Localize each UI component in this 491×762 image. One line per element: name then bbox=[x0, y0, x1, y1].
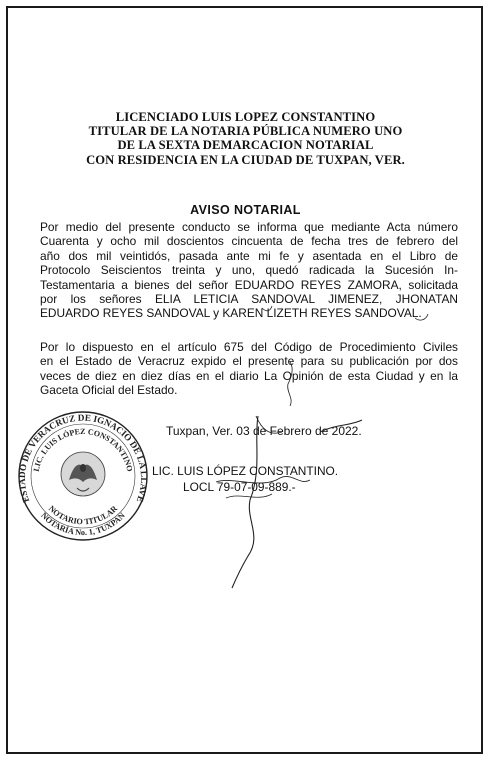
header-line-4: CON RESIDENCIA EN LA CIUDAD DE TUXPAN, VER. bbox=[86, 152, 405, 167]
notary-header bbox=[0, 110, 491, 167]
seal-middle-text: LIC. LUIS LÓPEZ CONSTANTINO bbox=[31, 426, 135, 473]
signer-name: LIC. LUIS LÓPEZ CONSTANTINO. bbox=[152, 464, 339, 478]
signature-block bbox=[152, 463, 338, 496]
seal-inner-line-1: NOTARIO TITULAR bbox=[46, 504, 120, 527]
seal-outer-text: ESTADO DE VERACRUZ DE IGNACIO DE LA LLAVE bbox=[17, 412, 149, 504]
eagle-emblem-icon bbox=[61, 452, 105, 496]
header-line-1: LICENCIADO LUIS LOPEZ CONSTANTINO bbox=[115, 110, 376, 124]
paragraph-1-line: Testamentaria a bienes del señor EDUARDO REYES ZAMORA, solicitada bbox=[40, 277, 458, 292]
paragraph-2-line: veces de diez en diez días en el diario La Opinión de esta Ciudad y en la bbox=[40, 368, 458, 383]
paragraph-2-line: Gaceta Oficial del Estado. bbox=[40, 383, 178, 398]
seal-inner-line-2: NOTARÍA No. 1, TUXPAN bbox=[39, 510, 127, 538]
paragraph-1-line: año dos mil veintidós, pasada ante mi fe y asentada en el Libro de bbox=[40, 248, 458, 263]
paragraph-1 bbox=[40, 220, 458, 321]
place-date: Tuxpan, Ver. 03 de Febrero de 2022. bbox=[166, 424, 362, 438]
notary-seal-icon bbox=[17, 410, 149, 542]
header-line-3: DE LA SEXTA DEMARCACION NOTARIAL bbox=[117, 138, 374, 153]
paragraph-2 bbox=[40, 340, 458, 398]
paragraph-2-line: en el Estado de Veracruz expido el presente para su publicación por dos bbox=[40, 354, 458, 369]
paragraph-1-line: Cuarenta y ocho mil doscientos cincuenta de fecha tres de febrero del bbox=[40, 234, 458, 249]
paragraph-2-line: Por lo dispuesto en el artículo 675 del Código de Procedimiento Civiles bbox=[40, 340, 458, 354]
signer-id: LOCL 79-07-09-889.- bbox=[183, 480, 296, 495]
paragraph-1-line: EDUARDO REYES SANDOVAL y KAREN LIZETH REYES SANDOVAL. bbox=[40, 306, 422, 321]
header-line-2: TITULAR DE LA NOTARIA PÚBLICA NUMERO UNO bbox=[88, 124, 403, 139]
paragraph-1-line: Por medio del presente conducto se informa que mediante Acta número bbox=[40, 220, 458, 234]
paragraph-1-line: por los señores ELIA LETICIA SANDOVAL JIMENEZ, JHONATAN bbox=[40, 292, 458, 307]
paragraph-1-line: Protocolo Seiscientos treinta y uno, quedó radicada la Sucesión In- bbox=[40, 263, 458, 278]
notice-title: AVISO NOTARIAL bbox=[190, 203, 301, 217]
